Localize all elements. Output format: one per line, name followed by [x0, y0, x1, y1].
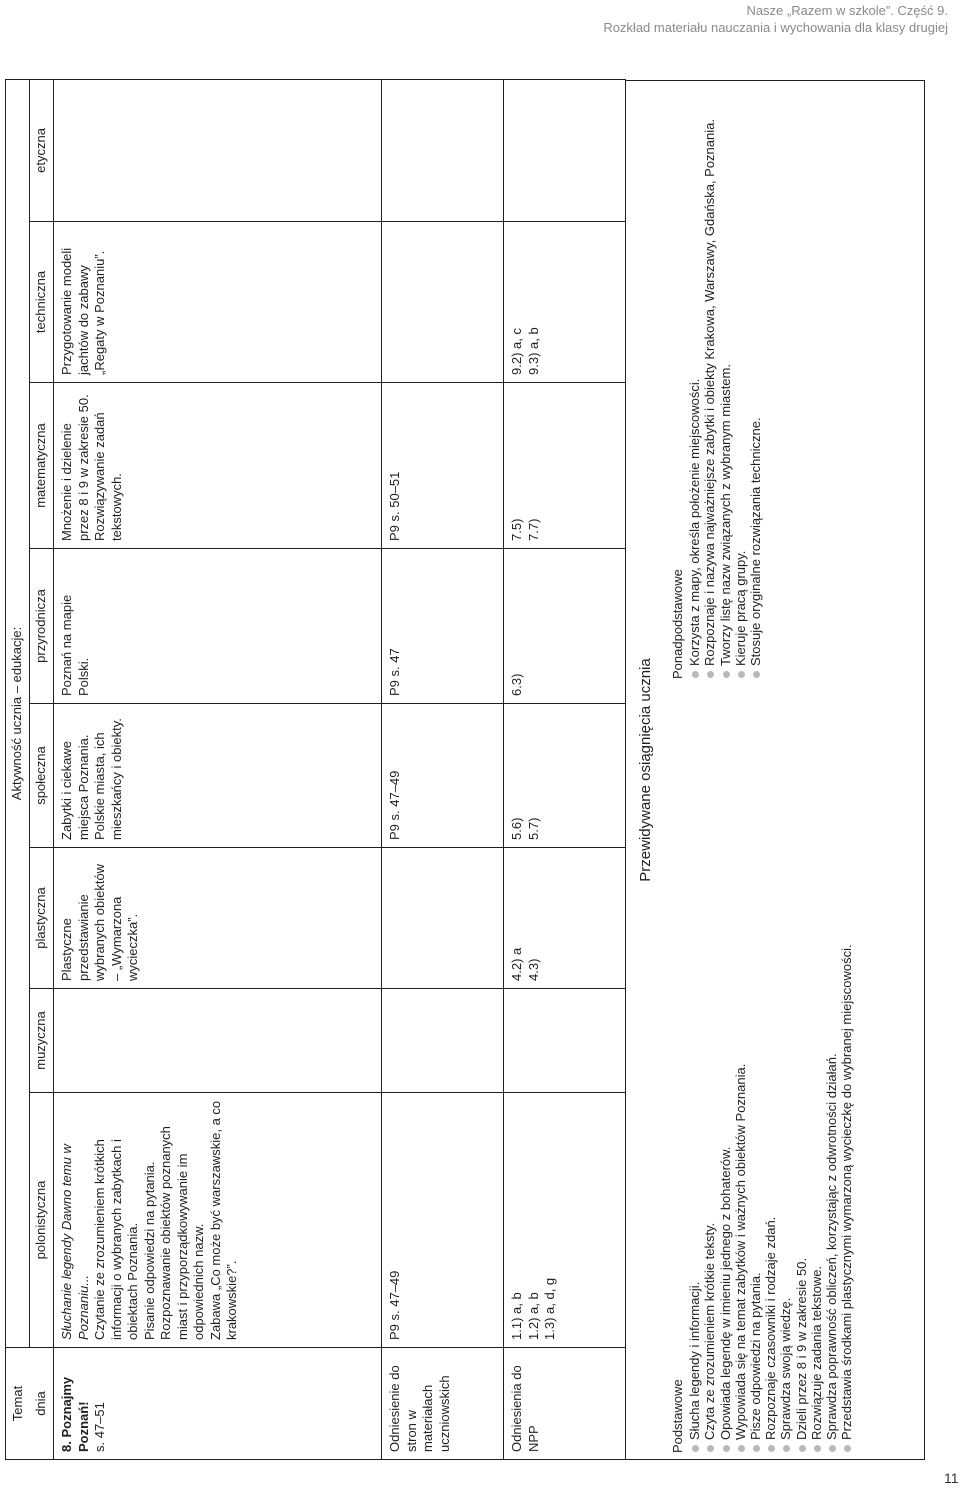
etyczna-npp: [504, 79, 626, 221]
col-muzyczna: muzyczna: [30, 989, 54, 1093]
list-item: Opowiada legendę w imieniu jednego z bohaterów.: [718, 853, 733, 1453]
activity-item: Czytanie ze zrozumieniem krótkich informacji o wybranych zabytkach i obiektach Poznania.: [92, 1139, 140, 1340]
list-item: Rozwiązuje zadania tekstowe.: [809, 853, 824, 1453]
techniczna-pages: [382, 222, 504, 383]
header-line-2: Rozkład materiału nauczania i wychowania dla klasy drugiej: [603, 20, 948, 35]
topic-title: 8. Poznajmy Poznań!: [59, 1376, 91, 1452]
list-item: Przedstawia środkami plastycznymi wymarzoną wycieczkę do wybranej miejscowości.: [839, 853, 854, 1453]
basic-list: [687, 853, 854, 1453]
przyrodnicza-npp: 6.3): [504, 549, 626, 704]
list-item: Dzieli przez 8 i 9 w zakresie 50.: [794, 853, 809, 1453]
basic-outcomes: [670, 853, 854, 1453]
list-item: Czyta ze zrozumieniem krótkie teksty.: [702, 853, 717, 1453]
list-item: Rozpoznaje czasowniki i rodzaje zdań.: [763, 853, 778, 1453]
activity-item: Pisanie odpowiedzi na pytania.: [141, 1161, 157, 1340]
table-row: [54, 79, 382, 1459]
topic-cell: [54, 1348, 382, 1460]
polonistyczna-npp: 1.1) a, b 1.2) a, b 1.3) a, d, g: [504, 1093, 626, 1348]
list-item: Pisze odpowiedzi na pytania.: [748, 853, 763, 1453]
activity-item: Słuchanie legendy Dawno temu w Poznaniu...: [59, 1144, 91, 1340]
matematyczna-pages: P9 s. 50–51: [382, 383, 504, 549]
dnia-header: dnia: [30, 1348, 54, 1460]
basic-heading: Podstawowe: [670, 1379, 685, 1453]
list-item: Słucha legendy i informacji.: [687, 853, 702, 1453]
techniczna-cell: Przygotowanie modeli jachtów do zabawy „Regaty w Poznaniu”.: [54, 222, 382, 383]
spoleczna-pages: P9 s. 47–49: [382, 704, 504, 848]
col-plastyczna: plastyczna: [30, 848, 54, 989]
advanced-heading: Ponadpodstawowe: [670, 569, 685, 679]
list-item: Wypowiada się na temat zabytków i ważnych obiektów Poznania.: [733, 853, 748, 1453]
polonistyczna-pages: P9 s. 47–49: [382, 1093, 504, 1348]
list-item: Sprawdza poprawność obliczeń, korzystając z odwrotności działań.: [824, 853, 839, 1453]
temat-header: Temat: [6, 1348, 30, 1460]
list-item: Stosuje oryginalne rozwiązania techniczne.: [748, 89, 763, 679]
col-techniczna: techniczna: [30, 222, 54, 383]
przyrodnicza-pages: P9 s. 47: [382, 549, 504, 704]
materials-label: Odniesienie do stron w materiałach uczniowskich: [382, 1348, 504, 1460]
plastyczna-npp: 4.2) a 4.3): [504, 848, 626, 989]
list-item: Sprawdza swoją wiedzę.: [778, 853, 793, 1453]
outcomes-box: [625, 80, 925, 1460]
muzyczna-pages: [382, 989, 504, 1093]
col-matematyczna: matematyczna: [30, 383, 54, 549]
col-etyczna: etyczna: [30, 79, 54, 221]
list-item: Korzysta z mapy, określa położenie miejscowości.: [687, 89, 702, 679]
table-row: [504, 79, 626, 1459]
rotated-page-content: [5, 80, 935, 1460]
col-przyrodnicza: przyrodnicza: [30, 549, 54, 704]
list-item: Kieruje pracą grupy.: [733, 89, 748, 679]
plastyczna-cell: Plastyczne przedstawianie wybranych obiektów – „Wymarzona wycieczka”.: [54, 848, 382, 989]
matematyczna-npp: 7.5) 7.7): [504, 383, 626, 549]
list-item: Tworzy listę nazw związanych z wybranym miastem.: [718, 89, 733, 679]
page-number: 11: [944, 1470, 959, 1486]
topic-pages: s. 47–51: [92, 1402, 107, 1452]
spoleczna-cell: Zabytki i ciekawe miejsca Poznania. Polskie miasta, ich mieszkańcy i obiekty.: [54, 704, 382, 848]
przyrodnicza-cell: Poznań na mapie Polski.: [54, 549, 382, 704]
activity-item: Zabawa „Co może być warszawskie, a co krakowskie?”.: [207, 1100, 239, 1340]
etyczna-cell: [54, 79, 382, 221]
advanced-list: [687, 89, 763, 679]
muzyczna-cell: [54, 989, 382, 1093]
col-spoleczna: społeczna: [30, 704, 54, 848]
etyczna-pages: [382, 79, 504, 221]
table-row: [382, 79, 504, 1459]
activity-header: Aktywność ucznia – edukacje:: [6, 79, 30, 1347]
spoleczna-npp: 5.6) 5.7): [504, 704, 626, 848]
lesson-plan-table: [5, 79, 626, 1460]
techniczna-npp: 9.2) a, c 9.3) a, b: [504, 222, 626, 383]
header-line-1: Nasze „Razem w szkole”. Część 9.: [746, 3, 948, 18]
advanced-outcomes: [670, 89, 763, 679]
list-item: Rozpoznaje i nazywa najważniejsze zabytki i obiekty Krakowa, Warszawy, Gdańska, Poznania.: [702, 89, 717, 679]
outcomes-title: Przewidywane osiągnięcia ucznia: [637, 658, 654, 882]
col-polonistyczna: polonistyczna: [30, 1093, 54, 1348]
npp-label: Odniesienia do NPP: [504, 1348, 626, 1460]
matematyczna-cell: Mnożenie i dzielenie przez 8 i 9 w zakresie 50. Rozwiązywanie zadań tekstowych.: [54, 383, 382, 549]
running-header: [603, 2, 948, 36]
activity-item: Rozpoznawanie obiektów poznanych miast i przyporządkowywanie im odpowiednich nazw.: [158, 1126, 206, 1340]
muzyczna-npp: [504, 989, 626, 1093]
plastyczna-pages: [382, 848, 504, 989]
polonistyczna-cell: [54, 1093, 382, 1348]
